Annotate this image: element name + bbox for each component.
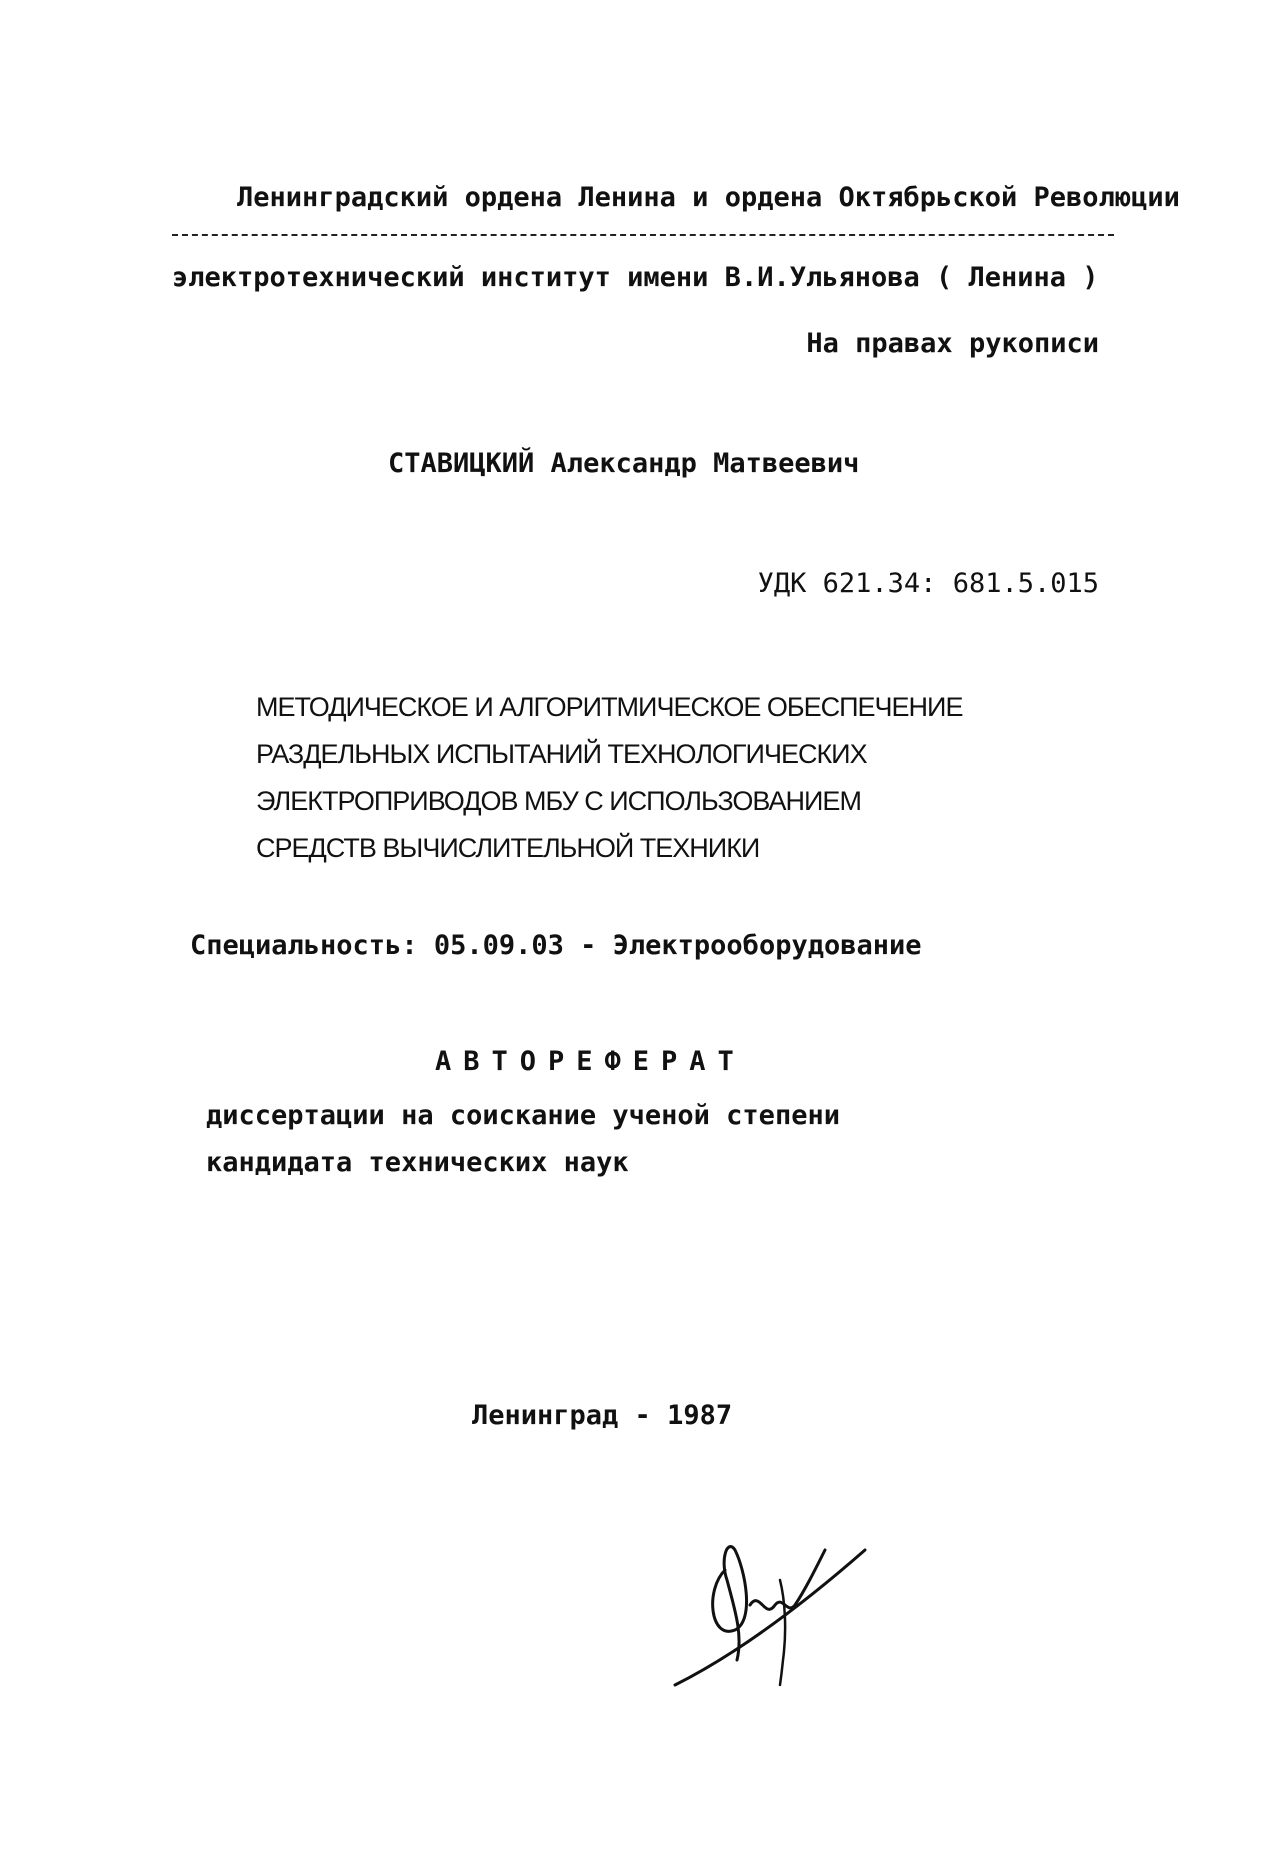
degree-line-1: диссертации на соискание ученой степени	[206, 1100, 840, 1131]
header-divider	[172, 234, 1114, 236]
title-line-4: СРЕДСТВ ВЫЧИСЛИТЕЛЬНОЙ ТЕХНИКИ	[256, 833, 760, 863]
institution-line-2: электротехнический институт имени В.И.Ульянова ( Ленина )	[172, 262, 1099, 293]
specialty-line: Специальность: 05.09.03 - Электрооборудование	[190, 930, 922, 961]
degree-line-2: кандидата технических наук	[206, 1147, 629, 1178]
city-year: Ленинград - 1987	[472, 1400, 733, 1431]
degree-description	[206, 1092, 840, 1186]
manuscript-rights-note: На правах рукописи	[806, 328, 1099, 359]
udk-code: УДК 621.34: 681.5.015	[757, 568, 1099, 599]
institution-line-1: Ленинградский ордена Ленина и ордена Октябрьской Революции	[237, 182, 1180, 213]
title-line-1: МЕТОДИЧЕСКОЕ И АЛГОРИТМИЧЕСКОЕ ОБЕСПЕЧЕНИЕ	[256, 692, 963, 722]
abstract-label: АВТОРЕФЕРАТ	[435, 1046, 746, 1077]
title-line-3: ЭЛЕКТРОПРИВОДОВ МБУ С ИСПОЛЬЗОВАНИЕМ	[256, 786, 861, 816]
title-line-2: РАЗДЕЛЬНЫХ ИСПЫТАНИЙ ТЕХНОЛОГИЧЕСКИХ	[256, 739, 867, 769]
author-name: СТАВИЦКИЙ Александр Матвеевич	[388, 448, 860, 479]
dissertation-title	[256, 684, 962, 872]
signature-icon	[665, 1510, 885, 1690]
